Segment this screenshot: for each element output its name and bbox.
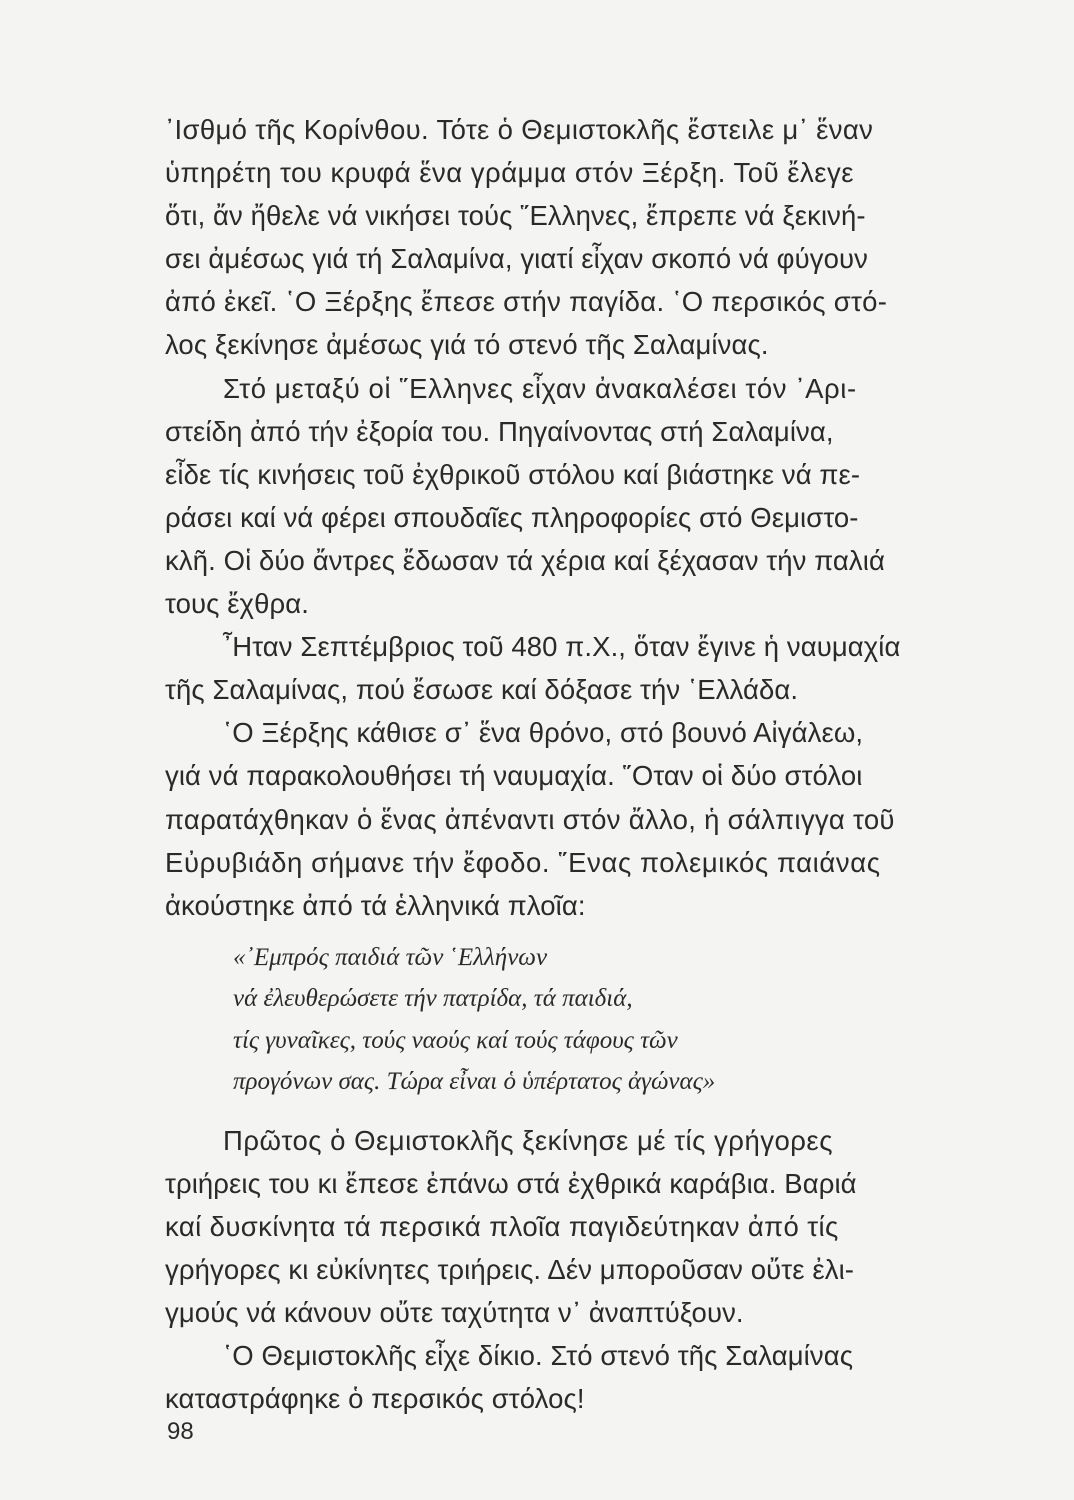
paragraph-6 — [165, 1334, 1017, 1420]
text-line: σει ἀμέσως γιά τή Σαλαμίνα, γιατί εἶχαν σκοπό νά φύγουν — [165, 243, 868, 275]
poem-line: τίς γυναῖκες, τούς ναούς καί τούς τάφους τῶν — [233, 1026, 678, 1054]
paragraph-4 — [165, 711, 1017, 926]
text-line: εἶδε τίς κινήσεις τοῦ ἐχθρικοῦ στόλου καί βιάστηκε νά πε- — [165, 458, 861, 490]
text-line: ᾿Ισθμό τῆς Κορίνθου. Τότε ὁ Θεμιστοκλῆς ἔστειλε μ᾿ ἕναν — [165, 114, 874, 145]
text-line: ἀπό ἐκεῖ. ῾Ο Ξέρξης ἔπεσε στήν παγίδα. ῾Ο περσικός στό- — [165, 286, 888, 318]
body-text — [165, 108, 1017, 1420]
text-line: κλῆ. Οἱ δύο ἄντρες ἔδωσαν τά χέρια καί ξέχασαν τήν παλιά — [165, 544, 885, 576]
paragraph-5 — [165, 1119, 1017, 1334]
poem-line: προγόνων σας. Τώρα εἶναι ὁ ὑπέρτατος ἀγώνας» — [233, 1068, 716, 1096]
text-line: ὅτι, ἄν ἤθελε νά νικήσει τούς ῞Ελληνες, ἔπρεπε νά ξεκινή- — [165, 200, 866, 232]
text-line: ῾Ο Ξέρξης κάθισε σ᾿ ἕνα θρόνο, στό βουνό Αἰγάλεω, — [223, 717, 864, 749]
text-line: καταστράφηκε ὁ περσικός στόλος! — [165, 1383, 585, 1415]
paragraph-2 — [165, 367, 1017, 626]
text-line: τους ἔχθρα. — [165, 588, 309, 620]
text-line: στείδη ἀπό τήν ἐξορία του. Πηγαίνοντας στή Σαλαμίνα, — [165, 415, 834, 447]
text-line: καί δυσκίνητα τά περσικά πλοῖα παγιδεύτηκαν ἀπό τίς — [165, 1210, 839, 1242]
text-line: λος ξεκίνησε ἀμέσως γιά τό στενό τῆς Σαλαμίνας. — [165, 329, 769, 361]
text-line: τριήρεις του κι ἔπεσε ἐπάνω στά ἐχθρικά καράβια. Βαριά — [165, 1167, 857, 1199]
text-line: Εὐρυβιάδη σήμανε τήν ἔφοδο. ῞Ενας πολεμικός παιάνας — [165, 846, 881, 878]
paragraph-1 — [165, 108, 1017, 367]
poem-quotation — [165, 937, 1017, 1103]
poem-line: «᾿Εμπρός παιδιά τῶν ῾Ελλήνων — [233, 943, 548, 971]
text-line: ῏Ηταν Σεπτέμβριος τοῦ 480 π.Χ., ὅταν ἔγινε ἡ ναυμαχία — [223, 631, 901, 663]
poem-line: νά ἐλευθερώσετε τήν πατρίδα, τά παιδιά, — [233, 985, 633, 1013]
text-line: γμούς νά κάνουν οὔτε ταχύτητα ν᾿ ἀναπτύξουν. — [165, 1297, 744, 1329]
text-line: γρήγορες κι εὐκίνητες τριήρεις. Δέν μποροῦσαν οὔτε ἐλι- — [165, 1254, 855, 1286]
text-line: γιά νά παρακολουθήσει τή ναυμαχία. ῞Οταν οἱ δύο στόλοι — [165, 760, 863, 792]
text-line: ῾Ο Θεμιστοκλῆς εἶχε δίκιο. Στό στενό τῆς Σαλαμίνας — [223, 1340, 854, 1372]
text-line: παρατάχθηκαν ὁ ἕνας ἀπέναντι στόν ἄλλο, ἡ σάλπιγγα τοῦ — [165, 803, 895, 835]
paragraph-3 — [165, 625, 1017, 711]
text-line: Στό μεταξύ οἱ ῞Ελληνες εἶχαν ἀνακαλέσει τόν ᾿Αρι- — [223, 372, 857, 404]
text-line: Πρῶτος ὁ Θεμιστοκλῆς ξεκίνησε μέ τίς γρήγορες — [223, 1124, 833, 1156]
page-number: 98 — [167, 1418, 194, 1445]
text-line: ἀκούστηκε ἀπό τά ἑλληνικά πλοῖα: — [165, 889, 586, 921]
text-line: ράσει καί νά φέρει σπουδαῖες πληροφορίες στό Θεμιστο- — [165, 501, 859, 533]
text-line: ὑπηρέτη του κρυφά ἕνα γράμμα στόν Ξέρξη. Τοῦ ἔλεγε — [165, 157, 855, 189]
text-line: τῆς Σαλαμίνας, πού ἔσωσε καί δόξασε τήν ῾Ελλάδα. — [165, 674, 799, 706]
